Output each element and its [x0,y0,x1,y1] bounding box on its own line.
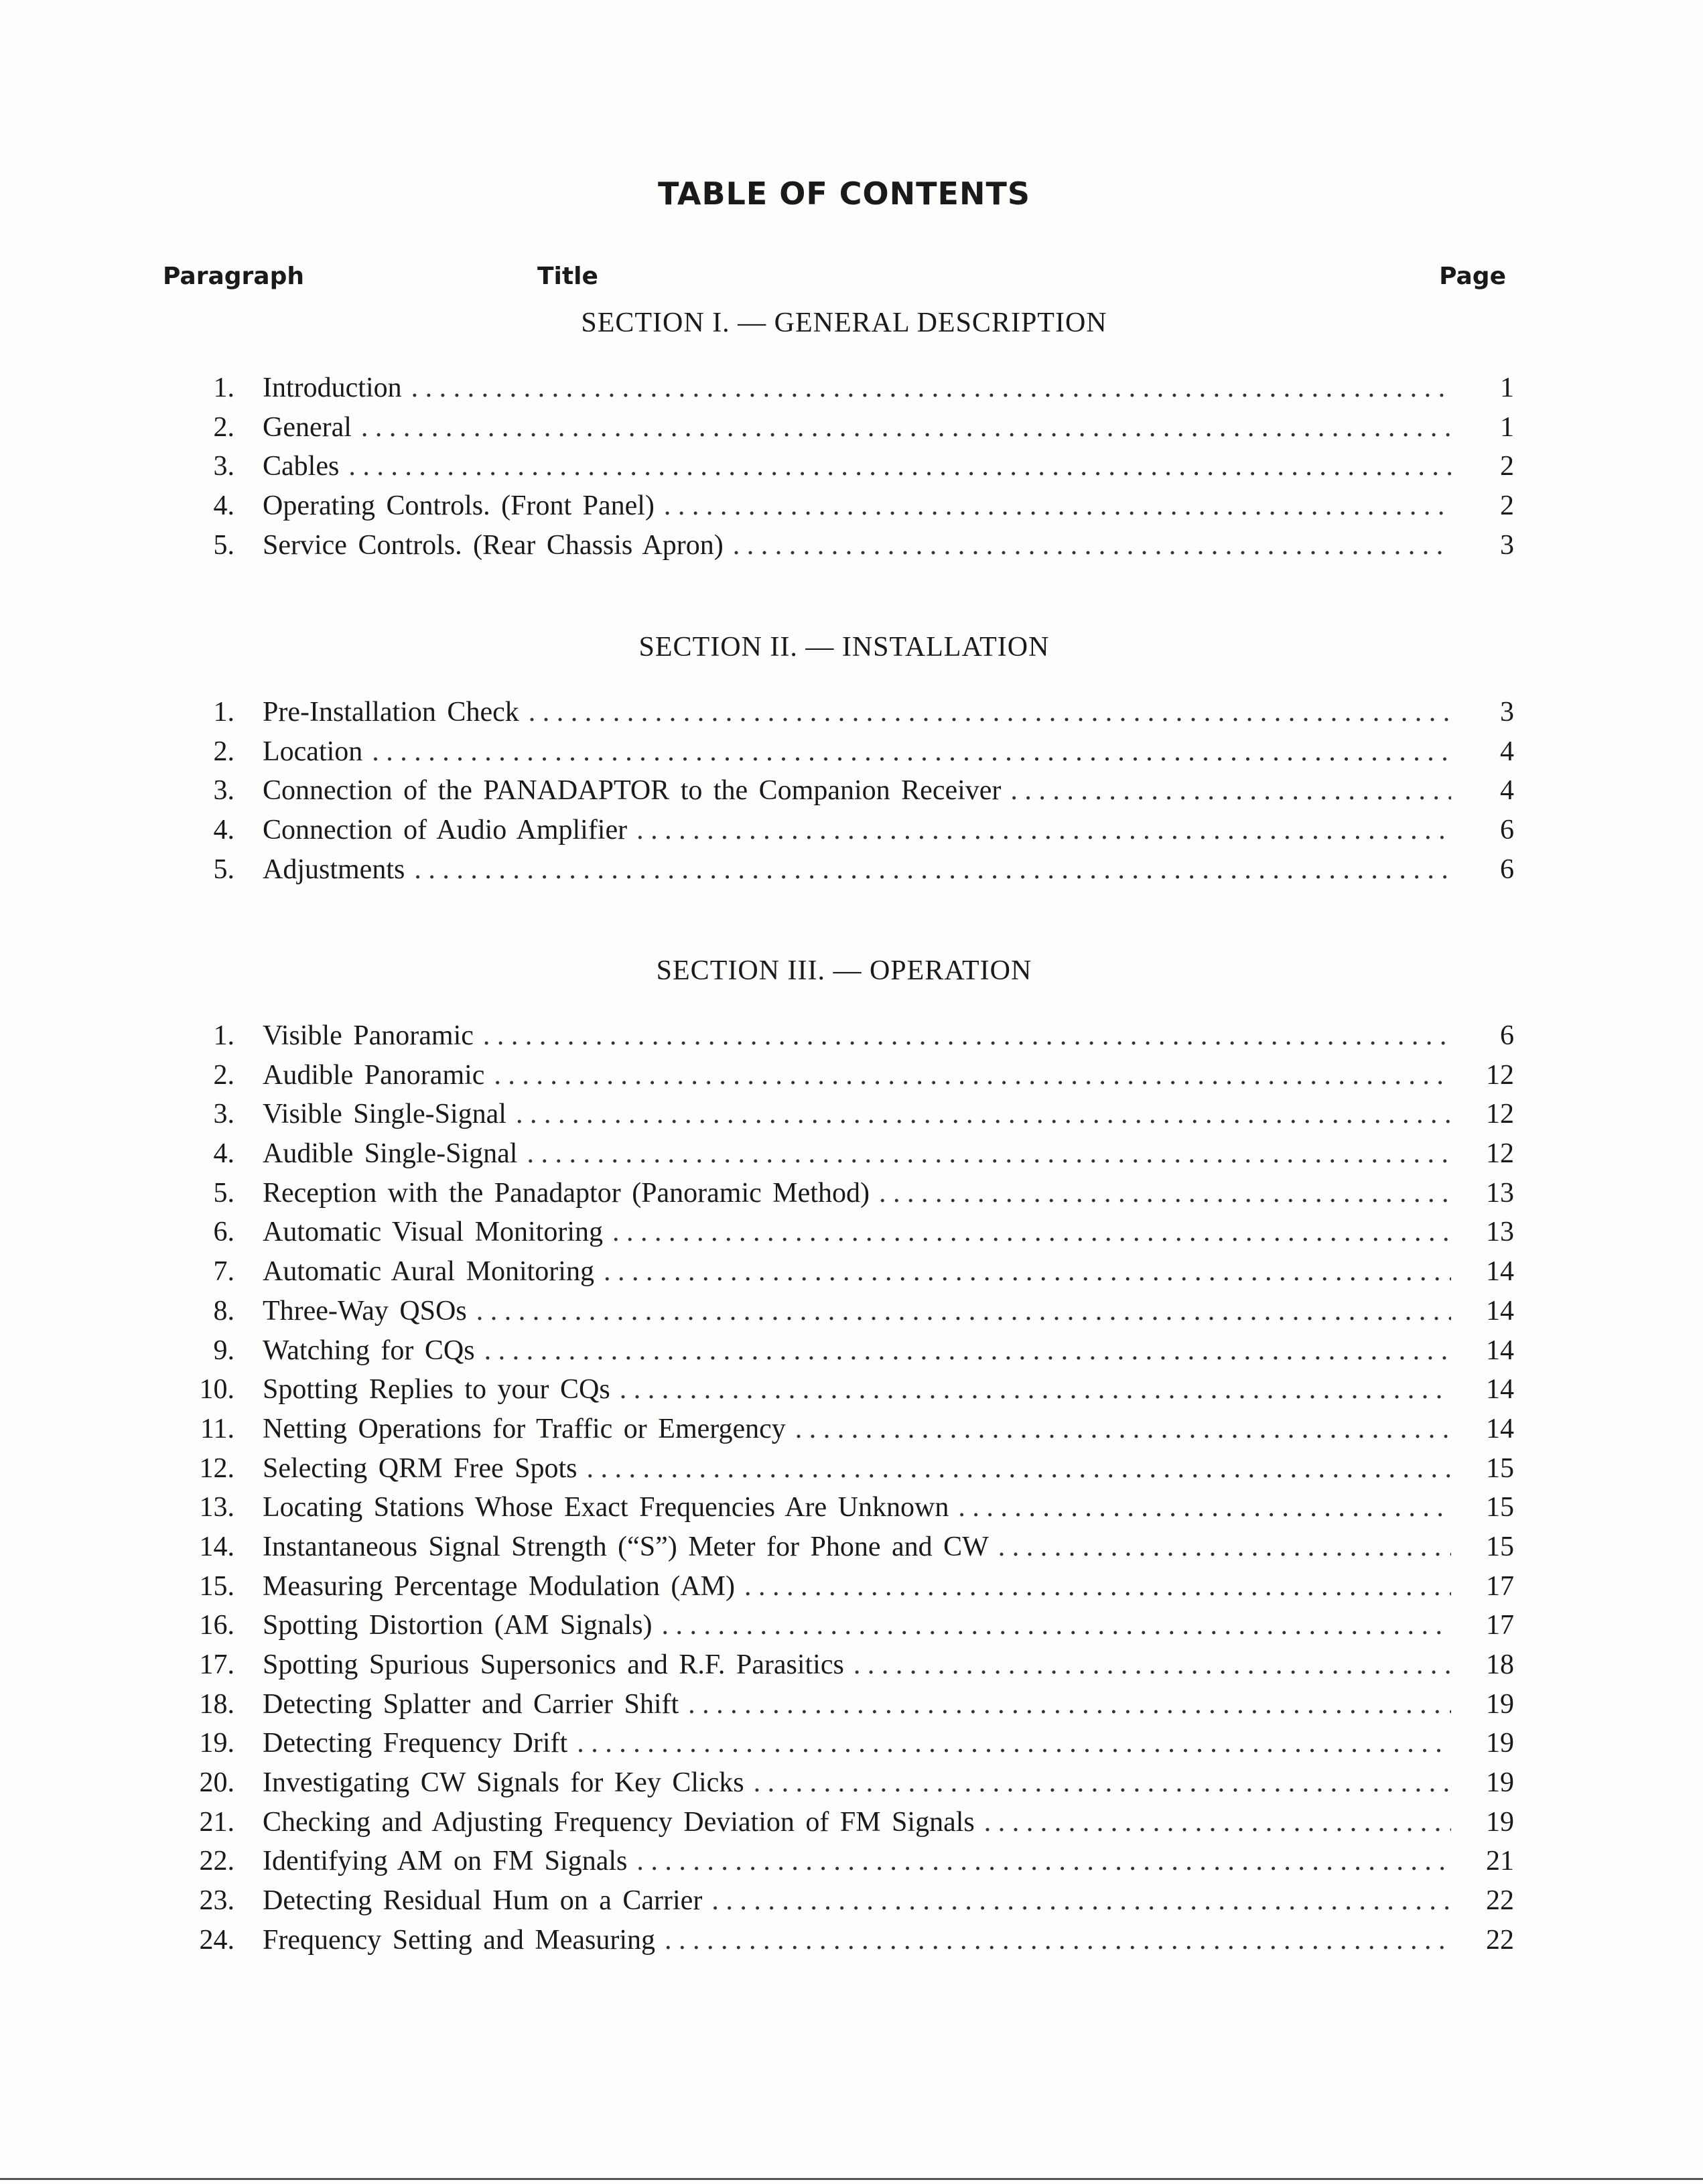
entry-title: Detecting Splatter and Carrier Shift [263,1688,679,1720]
entry-number: 17. [199,1649,234,1680]
entry-number: 21. [199,1806,234,1838]
entry-number: 19. [199,1728,234,1759]
entry-title: Connection of the PANADAPTOR to the Companion Receiver [263,775,1002,807]
entry-title: Visible Panoramic [263,1020,474,1051]
entry-title: Spotting Distortion (AM Signals) [263,1610,653,1641]
entry-page: 15 [1486,1452,1514,1484]
entry-number: 12. [199,1452,234,1484]
entry-page: 12 [1486,1138,1514,1170]
entry-title: Spotting Spurious Supersonics and R.F. Parasitics [263,1649,844,1680]
entry-page: 14 [1486,1295,1514,1326]
entry-page: 3 [1500,529,1514,561]
section-heading-2: SECTION II. — INSTALLATION [638,632,1050,663]
entry-number: 4. [213,490,234,522]
entry-page: 17 [1486,1570,1514,1602]
entry-title: Watching for CQs [263,1335,475,1366]
entry-page: 2 [1500,451,1514,482]
entry-page: 6 [1500,1020,1514,1051]
entry-page: 13 [1486,1217,1514,1248]
entry-number: 2. [213,736,234,767]
entry-page: 4 [1500,736,1514,767]
dot-leader [494,1059,1451,1091]
toc-entry [181,1177,1514,1217]
toc-entry [181,1020,1514,1059]
entry-number: 11. [200,1413,234,1444]
toc-entry [181,736,1514,775]
entry-title: Netting Operations for Traffic or Emergency [263,1413,786,1444]
dot-leader [348,450,1451,482]
entry-title: Adjustments [263,854,405,885]
toc-entry [181,1255,1514,1295]
dot-leader [577,1727,1451,1759]
dot-leader [484,1335,1451,1367]
toc-entry [181,814,1514,854]
dot-leader [483,1020,1451,1052]
entry-number: 3. [213,1099,234,1130]
dot-leader [636,1845,1451,1877]
dot-leader [754,1767,1451,1799]
toc-entry [181,774,1514,814]
entry-page: 19 [1486,1806,1514,1838]
dot-leader [854,1649,1451,1681]
page-title: TABLE OF CONTENTS [658,176,1030,212]
toc-entry [181,490,1514,529]
toc-entry [181,1924,1514,1964]
entry-page: 14 [1486,1413,1514,1444]
dot-leader [361,411,1451,443]
entry-number: 1. [213,1020,234,1051]
dot-leader [688,1688,1451,1720]
dot-leader [620,1373,1451,1406]
dot-leader [664,490,1451,522]
entry-page: 19 [1486,1767,1514,1799]
dot-leader [998,1531,1451,1563]
toc-entry [181,1138,1514,1177]
entry-number: 2. [213,411,234,443]
entry-number: 15. [199,1570,234,1602]
entry-number: 14. [199,1531,234,1562]
entry-title: Location [263,736,363,767]
entry-number: 4. [213,815,234,846]
page-edge [0,2178,1703,2180]
column-header-page: Page [1439,263,1506,290]
entry-number: 5. [213,529,234,561]
entry-number: 4. [213,1138,234,1170]
section-3-entries [181,1020,1514,1964]
dot-leader [711,1885,1451,1917]
column-header-title: Title [537,263,598,290]
dot-leader [795,1413,1451,1445]
entry-title: Cables [263,451,340,482]
section-heading-1: SECTION I. — GENERAL DESCRIPTION [581,308,1107,338]
entry-page: 14 [1486,1335,1514,1366]
entry-page: 14 [1486,1374,1514,1406]
dot-leader [612,1216,1451,1248]
toc-entry [181,1649,1514,1688]
entry-title: Operating Controls. (Front Panel) [263,490,655,522]
entry-title: Audible Single-Signal [263,1138,518,1170]
entry-number: 5. [213,1177,234,1209]
entry-title: Automatic Aural Monitoring [263,1256,594,1288]
entry-number: 10. [199,1374,234,1406]
entry-title: Automatic Visual Monitoring [263,1217,604,1248]
entry-page: 22 [1486,1924,1514,1956]
entry-title: Identifying AM on FM Signals [263,1846,628,1877]
entry-title: Pre-Installation Check [263,697,519,728]
dot-leader [636,814,1451,846]
entry-page: 19 [1486,1728,1514,1759]
toc-entry [181,1845,1514,1885]
entry-number: 5. [213,854,234,885]
entry-number: 3. [213,775,234,807]
entry-title: Service Controls. (Rear Chassis Apron) [263,529,724,561]
toc-entry [181,1531,1514,1570]
entry-title: Spotting Replies to your CQs [263,1374,610,1406]
toc-entry [181,1295,1514,1335]
entry-number: 18. [199,1688,234,1720]
column-header-paragraph: Paragraph [163,263,304,290]
entry-page: 13 [1486,1177,1514,1209]
toc-entry [181,529,1514,569]
entry-number: 22. [199,1846,234,1877]
entry-title: Connection of Audio Amplifier [263,815,628,846]
toc-entry [181,450,1514,490]
entry-title: Checking and Adjusting Frequency Deviation of FM Signals [263,1806,975,1838]
entry-page: 1 [1500,372,1514,403]
dot-leader [744,1570,1451,1602]
entry-page: 6 [1500,815,1514,846]
entry-page: 17 [1486,1610,1514,1641]
toc-entry [181,1688,1514,1728]
dot-leader [1010,774,1451,807]
entry-title: Three-Way QSOs [263,1295,467,1326]
entry-number: 23. [199,1885,234,1917]
dot-leader [414,854,1451,886]
entry-title: Reception with the Panadaptor (Panoramic Method) [263,1177,870,1209]
dot-leader [527,1138,1451,1170]
toc-entry [181,1098,1514,1138]
dot-leader [879,1177,1451,1209]
entry-number: 7. [213,1256,234,1288]
entry-title: Instantaneous Signal Strength (“S”) Meter for Phone and CW [263,1531,989,1562]
entry-title: Audible Panoramic [263,1059,485,1091]
toc-entry [181,1335,1514,1374]
toc-entry [181,854,1514,893]
entry-number: 16. [199,1610,234,1641]
entry-page: 12 [1486,1099,1514,1130]
entry-page: 15 [1486,1531,1514,1562]
dot-leader [662,1609,1451,1641]
dot-leader [411,372,1451,404]
dot-leader [958,1491,1451,1523]
entry-title: Detecting Residual Hum on a Carrier [263,1885,703,1917]
entry-page: 12 [1486,1059,1514,1091]
entry-number: 8. [213,1295,234,1326]
toc-entry [181,1806,1514,1846]
toc-entry [181,1609,1514,1649]
entry-title: Frequency Setting and Measuring [263,1924,656,1956]
dot-leader [984,1806,1451,1838]
entry-title: Introduction [263,372,402,403]
dot-leader [665,1924,1451,1956]
entry-page: 14 [1486,1256,1514,1288]
toc-entry [181,1059,1514,1099]
entry-title: Investigating CW Signals for Key Clicks [263,1767,744,1799]
toc-entry [181,1491,1514,1531]
dot-leader [529,696,1451,728]
entry-number: 24. [199,1924,234,1956]
entry-number: 1. [213,697,234,728]
entry-title: Detecting Frequency Drift [263,1728,568,1759]
entry-number: 6. [213,1217,234,1248]
toc-entry [181,1570,1514,1610]
entry-page: 22 [1486,1885,1514,1917]
entry-page: 6 [1500,854,1514,885]
entry-number: 3. [213,451,234,482]
entry-page: 19 [1486,1688,1514,1720]
entry-number: 9. [213,1335,234,1366]
toc-entry [181,411,1514,451]
entry-title: Visible Single-Signal [263,1099,506,1130]
entry-page: 2 [1500,490,1514,522]
section-heading-3: SECTION III. — OPERATION [656,955,1032,986]
toc-entry [181,1216,1514,1255]
dot-leader [372,736,1451,768]
entry-title: General [263,411,352,443]
entry-number: 13. [199,1492,234,1523]
section-1-entries [181,372,1514,568]
entry-number: 2. [213,1059,234,1091]
section-2-entries [181,696,1514,892]
entry-title: Measuring Percentage Modulation (AM) [263,1570,735,1602]
toc-entry [181,1373,1514,1413]
entry-title: Selecting QRM Free Spots [263,1452,577,1484]
dot-leader [476,1295,1451,1327]
toc-entry [181,1452,1514,1492]
entry-title: Locating Stations Whose Exact Frequencies Are Unknown [263,1492,949,1523]
entry-page: 21 [1486,1846,1514,1877]
entry-number: 1. [213,372,234,403]
toc-entry [181,1413,1514,1452]
toc-entry [181,1885,1514,1924]
entry-page: 3 [1500,697,1514,728]
entry-page: 4 [1500,775,1514,807]
dot-leader [586,1452,1451,1485]
dot-leader [516,1098,1451,1130]
dot-leader [604,1255,1451,1288]
toc-entry [181,696,1514,736]
toc-entry [181,1727,1514,1767]
toc-entry [181,1767,1514,1806]
entry-page: 15 [1486,1492,1514,1523]
entry-page: 18 [1486,1649,1514,1680]
entry-page: 1 [1500,411,1514,443]
toc-entry [181,372,1514,411]
entry-number: 20. [199,1767,234,1799]
dot-leader [733,529,1451,561]
